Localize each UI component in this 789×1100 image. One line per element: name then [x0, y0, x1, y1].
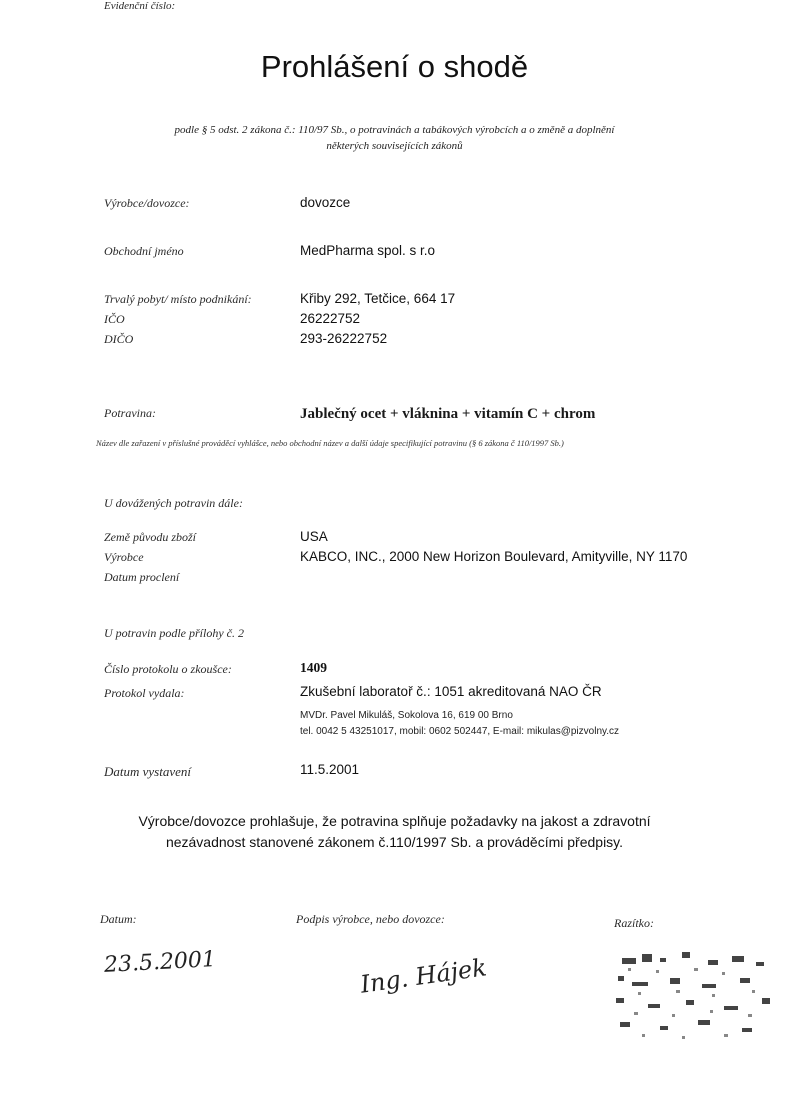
document-title: Prohlášení o shodě: [260, 49, 529, 84]
issued-by-label: Protokol vydala:: [104, 686, 185, 700]
imported-heading: U dovážených potravin dále:: [104, 496, 243, 510]
producer-label: Výrobce: [104, 550, 144, 564]
customs-date-label: Datum proclení: [104, 570, 180, 584]
protocol-number-label: Číslo protokolu o zkoušce:: [104, 662, 232, 676]
trade-name-label: Obchodní jméno: [104, 244, 184, 258]
legal-basis-line2: některých souvisejících zákonů: [326, 140, 463, 152]
stamp-icon: [612, 948, 784, 1044]
signature: Ing. Hájek: [358, 953, 489, 999]
legal-basis-line1: podle § 5 odst. 2 zákona č.: 110/97 Sb., o potravinách a tabákových výrobcích a o změně a doplnění: [174, 124, 615, 136]
trade-name-value: MedPharma spol. s r.o: [300, 243, 436, 258]
address-label: Trvalý pobyt/ místo podnikání:: [104, 292, 252, 306]
manufacturer-value: dovozce: [300, 195, 351, 210]
ico-value: 26222752: [300, 311, 361, 326]
food-value: Jablečný ocet + vláknina + vitamín C + chrom: [300, 406, 596, 422]
issued-by-value: Zkušební laboratoř č.: 1051 akreditovaná NAO ČR: [300, 684, 602, 699]
dic-value: 293-26222752: [300, 331, 388, 346]
producer-value: KABCO, INC., 2000 New Horizon Boulevard, Amityville, NY 1170: [300, 549, 688, 564]
handwritten-date: 23.5.2001: [103, 947, 217, 978]
manufacturer-label: Výrobce/dovozce:: [104, 196, 190, 210]
issue-date-value: 11.5.2001: [300, 762, 360, 777]
ico-label: IČO: [104, 312, 125, 326]
declaration-line2: nezávadnost stanovené zákonem č.110/1997 Sb. a prováděcími předpisy.: [165, 834, 624, 850]
issue-date-label: Datum vystavení: [104, 764, 192, 779]
food-note: Název dle zařazení v příslušné prováděcí vyhlášce, nebo obchodní název a další údaje specifikující potravinu (§ 6 zákona č 110/1997 Sb.): [96, 438, 564, 448]
evidence-number-label: Evidenční číslo:: [104, 0, 176, 12]
date-label: Datum:: [100, 912, 137, 926]
annex-heading: U potravin podle přílohy č. 2: [104, 626, 244, 640]
declaration-line1: Výrobce/dovozce prohlašuje, že potravina splňuje požadavky na jakost a zdravotní: [138, 813, 651, 829]
issuer-address: MVDr. Pavel Mikuláš, Sokolova 16, 619 00 Brno: [300, 710, 513, 721]
address-value: Křiby 292, Tetčice, 664 17: [300, 291, 456, 306]
food-label: Potravina:: [104, 406, 156, 420]
signature-label: Podpis výrobce, nebo dovozce:: [296, 912, 445, 926]
protocol-number-value: 1409: [300, 660, 327, 675]
stamp-label: Razítko:: [614, 916, 654, 930]
country-label: Země původu zboží: [104, 530, 196, 544]
dic-label: DIČO: [104, 332, 134, 346]
issuer-contact: tel. 0042 5 43251017, mobil: 0602 502447, E-mail: mikulas@pizvolny.cz: [300, 726, 620, 737]
country-value: USA: [300, 529, 328, 544]
